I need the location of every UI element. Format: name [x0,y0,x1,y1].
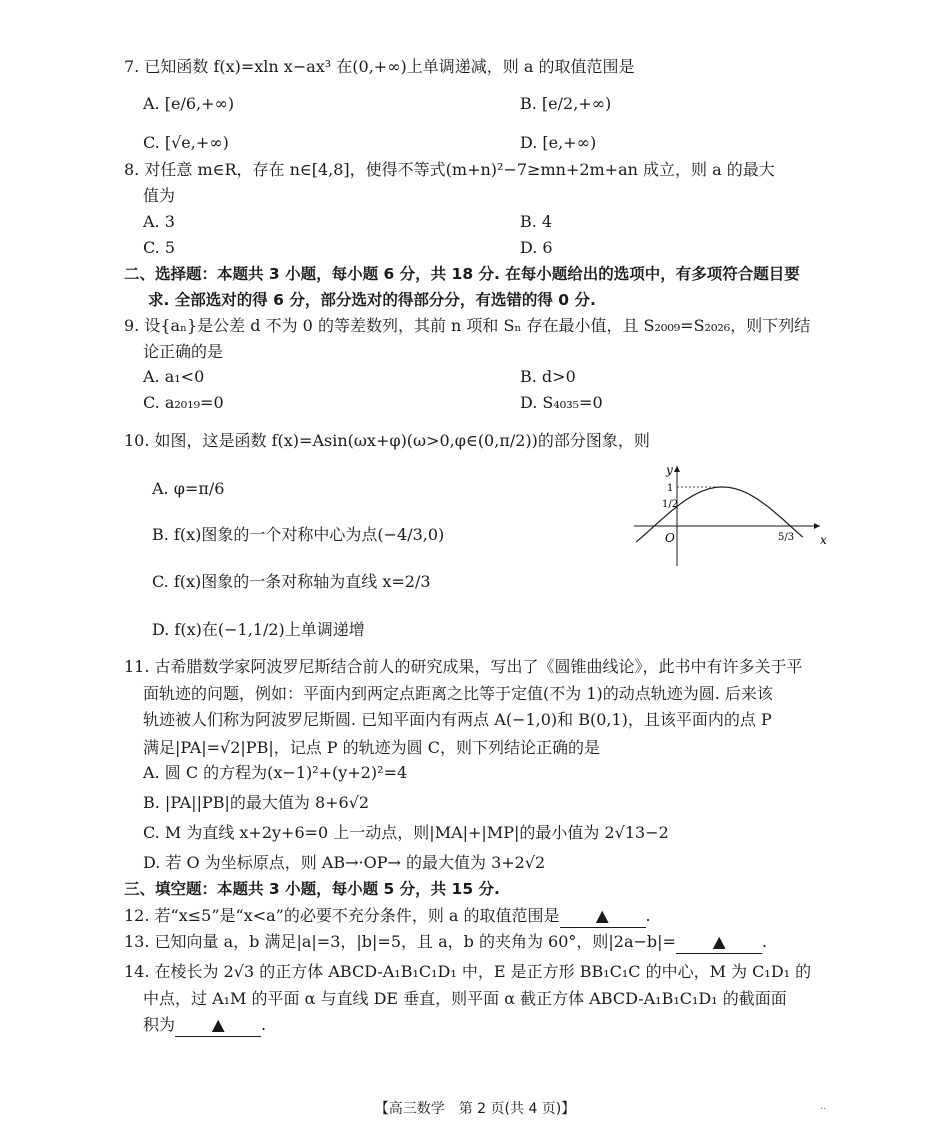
q10-option-d: D. f(x)在(−1,1/2)上单调递增 [152,620,365,639]
q11-option-b: B. |PA||PB|的最大值为 8+6√2 [143,793,370,812]
q11-line1: 11. 古希腊数学家阿波罗尼斯结合前人的研究成果，写出了《圆锥曲线论》，此书中有许多关于平 [124,657,803,676]
x-axis-label: x [820,533,827,547]
origin-label: O [665,531,675,545]
section2-heading-line1: 二、选择题：本题共 3 小题，每小题 6 分，共 18 分. 在每小题给出的选项中，有多项符合题目要 [124,265,800,283]
q11-line2: 面轨迹的问题，例如：平面内到两定点距离之比等于定值(不为 1)的动点轨迹为圆. 后来该 [143,684,773,703]
section3-heading: 三、填空题：本题共 3 小题，每小题 5 分，共 15 分. [124,880,500,898]
y-axis-label: y [666,463,673,477]
q12: 12. 若“x≤5”是“x<a”的必要不充分条件，则 a 的取值范围是 ▲ . [124,905,651,928]
q8-stem-line2: 值为 [143,186,176,205]
tick-label-one: 1 [667,483,674,494]
section2-heading-line2: 求. 全部选对的得 6 分，部分选对的得部分分，有选错的得 0 分. [148,291,596,309]
q7-option-d: D. [e,+∞) [520,133,597,152]
q11-line3: 轨迹被人们称为阿波罗尼斯圆. 已知平面内有两点 A(−1,0)和 B(0,1)，且该平面内的点 P [143,710,772,729]
q8-option-d: D. 6 [520,238,553,257]
q10-option-a: A. φ=π/6 [152,479,225,498]
sine-graph-figure [632,460,832,570]
q9-stem-line2: 论正确的是 [143,342,224,361]
q13: 13. 已知向量 a，b 满足|a|=3，|b|=5，且 a，b 的夹角为 60°，则|2a−b|= ▲ . [124,931,767,954]
q11-line4: 满足|PA|=√2|PB|，记点 P 的轨迹为圆 C，则下列结论正确的是 [143,738,600,757]
q14-line3: 积为 ▲ . [143,1014,266,1037]
q8-stem-line1: 8. 对任意 m∈R，存在 n∈[4,8]，使得不等式(m+n)²−7≥mn+2m+an 成立，则 a 的最大 [124,160,775,179]
q10-option-b: B. f(x)图象的一个对称中心为点(−4/3,0) [152,525,445,544]
q7-option-b: B. [e/2,+∞) [520,94,612,113]
q8-option-c: C. 5 [143,238,176,257]
q7-option-c: C. [√e,+∞) [143,133,229,152]
q7-option-a: A. [e/6,+∞) [143,94,235,113]
q10-stem: 10. 如图，这是函数 f(x)=Asin(ωx+φ)(ω>0,φ∈(0,π/2))的部分图象，则 [124,431,650,450]
q9-stem-line1: 9. 设{aₙ}是公差 d 不为 0 的等差数列，其前 n 项和 Sₙ 存在最小值，且 S₂₀₀₉=S₂₀₂₆，则下列结 [124,316,811,335]
q8-option-b: B. 4 [520,212,553,231]
q7-stem: 7. 已知函数 f(x)=xln x−ax³ 在(0,+∞)上单调递减，则 a 的取值范围是 [124,57,635,76]
q12-answer-blank: ▲ [560,905,646,928]
corner-mark: ·· [820,1104,827,1115]
q11-option-d: D. 若 O 为坐标原点，则 AB→·OP→ 的最大值为 3+2√2 [143,853,546,872]
q14-answer-blank: ▲ [175,1014,261,1037]
q13-text: 13. 已知向量 a，b 满足|a|=3，|b|=5，且 a，b 的夹角为 60°，则|2a−b|= [124,932,676,951]
q9-option-b: B. d>0 [520,367,576,386]
tick-label-five-thirds: 5/3 [778,532,795,543]
q14-line1: 14. 在棱长为 2√3 的正方体 ABCD-A₁B₁C₁D₁ 中，E 是正方形 BB₁C₁C 的中心，M 为 C₁D₁ 的 [124,962,812,981]
q12-text: 12. 若“x≤5”是“x<a”的必要不充分条件，则 a 的取值范围是 [124,906,560,925]
q11-option-a: A. 圆 C 的方程为(x−1)²+(y+2)²=4 [143,763,408,782]
q8-option-a: A. 3 [143,212,175,231]
page-footer: 【高三数学 第 2 页(共 4 页)】 [374,1101,576,1117]
q13-answer-blank: ▲ [676,931,762,954]
q11-option-c: C. M 为直线 x+2y+6=0 上一动点，则|MA|+|MP|的最小值为 2√13−2 [143,823,669,842]
q10-option-c: C. f(x)图象的一条对称轴为直线 x=2/3 [152,572,431,591]
q9-option-c: C. a₂₀₁₉=0 [143,393,224,412]
q14-line2: 中点，过 A₁M 的平面 α 与直线 DE 垂直，则平面 α 截正方体 ABCD-A₁B₁C₁D₁ 的截面面 [143,989,787,1008]
tick-label-half: 1/2 [662,499,679,510]
q9-option-d: D. S₄₀₃₅=0 [520,393,603,412]
q9-option-a: A. a₁<0 [143,367,205,386]
